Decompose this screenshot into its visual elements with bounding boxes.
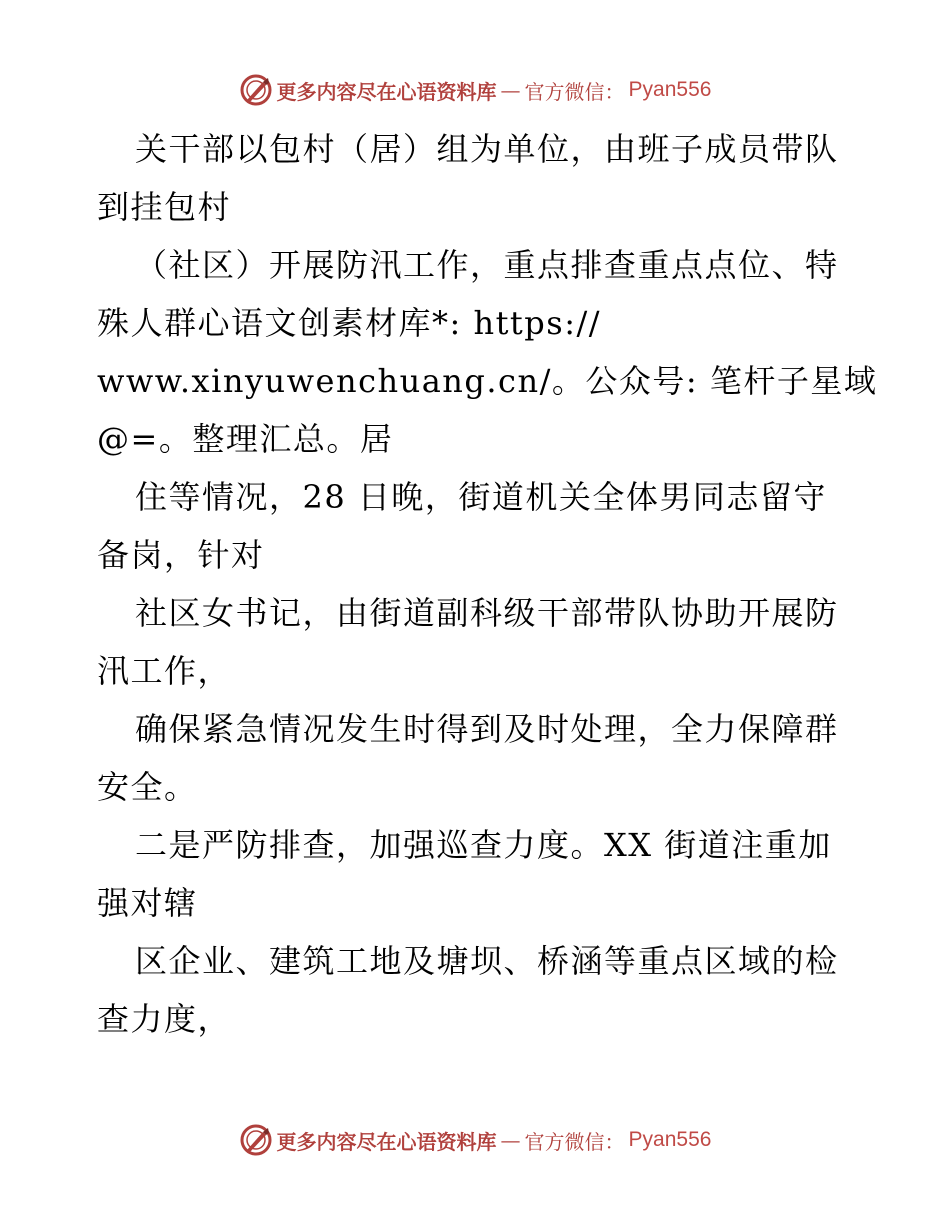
watermark-header-inner bbox=[239, 73, 712, 107]
watermark-wechat-id: Pyan556 bbox=[628, 78, 712, 101]
watermark-footer bbox=[0, 1120, 950, 1160]
text-line: 社区女书记，由街道副科级干部带队协助开展防 bbox=[135, 594, 839, 632]
text-line: 查力度， bbox=[97, 1000, 232, 1038]
pen-nib-seal-icon bbox=[239, 1123, 273, 1157]
text-line: 二是严防排查，加强巡查力度。XX 街道注重加 bbox=[135, 826, 832, 864]
text-line: @=。整理汇总。居 bbox=[97, 420, 394, 458]
watermark-dash: — bbox=[500, 1128, 521, 1152]
watermark-wechat-id: Pyan556 bbox=[628, 1128, 712, 1151]
text-line: 关干部以包村（居）组为单位，由班子成员带队 bbox=[135, 130, 839, 168]
watermark-wechat-label: 官方微信： bbox=[524, 1129, 625, 1154]
text-line: 汛工作， bbox=[97, 652, 232, 690]
document-body bbox=[97, 120, 878, 1048]
text-line: 备岗，针对 bbox=[97, 536, 265, 574]
watermark-footer-inner bbox=[239, 1123, 712, 1157]
watermark-wechat-label: 官方微信： bbox=[524, 79, 625, 104]
text-line: 确保紧急情况发生时得到及时处理，全力保障群 bbox=[135, 710, 839, 748]
watermark-header bbox=[0, 70, 950, 110]
watermark-site-text: 更多内容尽在心语资料库 bbox=[276, 1129, 497, 1154]
pen-nib-seal-icon bbox=[239, 73, 273, 107]
watermark-site-text: 更多内容尽在心语资料库 bbox=[276, 79, 497, 104]
text-line: 到挂包村 bbox=[97, 188, 232, 226]
text-line: 区企业、建筑工地及塘坝、桥涵等重点区域的检 bbox=[135, 942, 839, 980]
text-line: 殊人群心语文创素材库*: https:// bbox=[97, 304, 602, 342]
text-line: 强对辖 bbox=[97, 884, 198, 922]
text-line: 住等情况，28 日晚，街道机关全体男同志留守 bbox=[135, 478, 827, 516]
text-line: 安全。 bbox=[97, 768, 198, 806]
text-line: www.xinyuwenchuang.cn/。公众号: 笔杆子星域 bbox=[97, 362, 878, 400]
watermark-dash: — bbox=[500, 78, 521, 102]
text-line: （社区）开展防汛工作，重点排查重点点位、特 bbox=[135, 246, 839, 284]
